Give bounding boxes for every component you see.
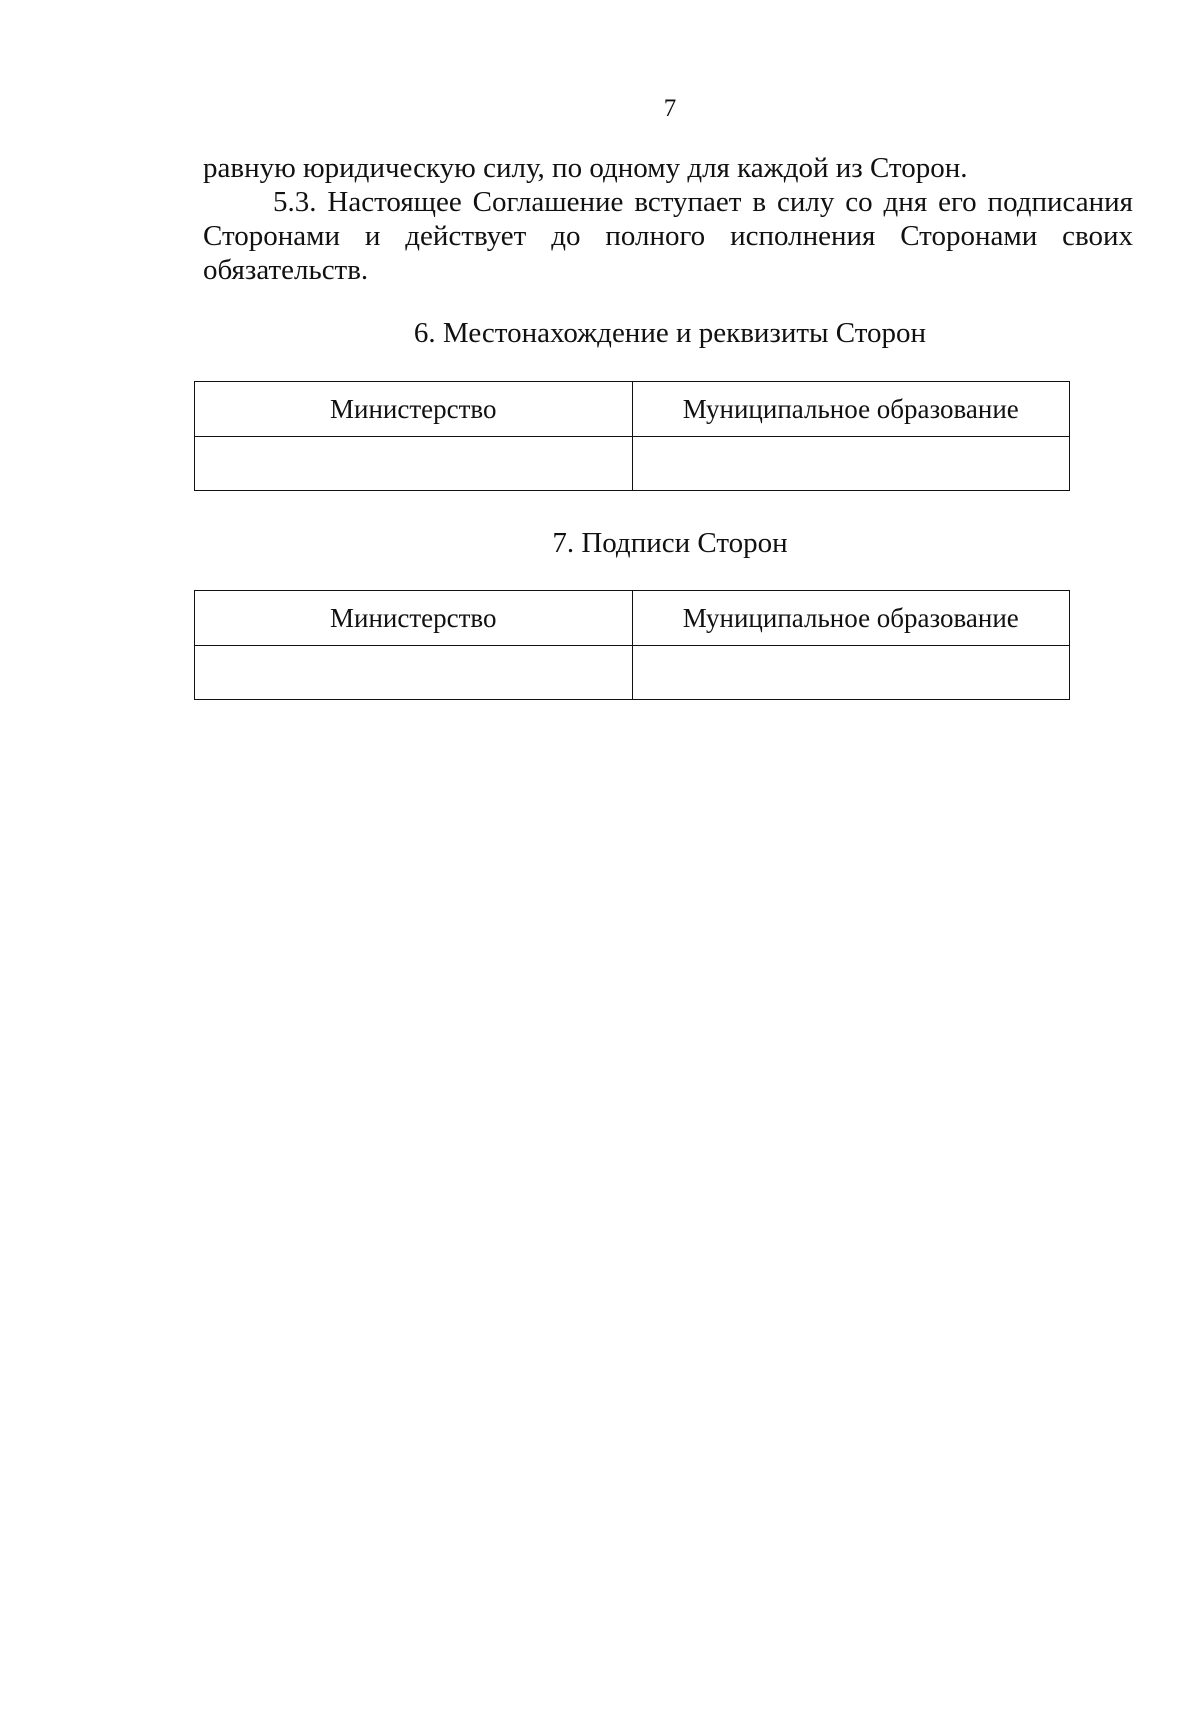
clause-5-3: 5.3. Настоящее Соглашение вступает в силу со дня его подписания Сторонами и действует до полного исполнения Сторонами своих обязательств. <box>203 186 1133 286</box>
column-header-ministry: Министерство <box>195 591 633 646</box>
table-header-row <box>195 382 1070 437</box>
municipality-details-cell <box>632 437 1070 491</box>
column-header-ministry: Министерство <box>195 382 633 437</box>
column-header-municipality: Муниципальное образование <box>632 591 1070 646</box>
section-7-heading: 7. Подписи Сторон <box>552 527 788 559</box>
paragraph-continuation: равную юридическую силу, по одному для каждой из Сторон. <box>203 152 968 184</box>
section-6-heading: 6. Местонахождение и реквизиты Сторон <box>413 317 927 349</box>
column-header-municipality: Муниципальное образование <box>632 382 1070 437</box>
page-number: 7 <box>663 95 677 122</box>
table-row <box>195 646 1070 700</box>
ministry-signature-cell <box>195 646 633 700</box>
section-6-table <box>194 381 1070 491</box>
document-body-text <box>203 151 1133 287</box>
municipality-signature-cell <box>632 646 1070 700</box>
table-row <box>195 437 1070 491</box>
section-7-table <box>194 590 1070 700</box>
ministry-details-cell <box>195 437 633 491</box>
table-header-row <box>195 591 1070 646</box>
